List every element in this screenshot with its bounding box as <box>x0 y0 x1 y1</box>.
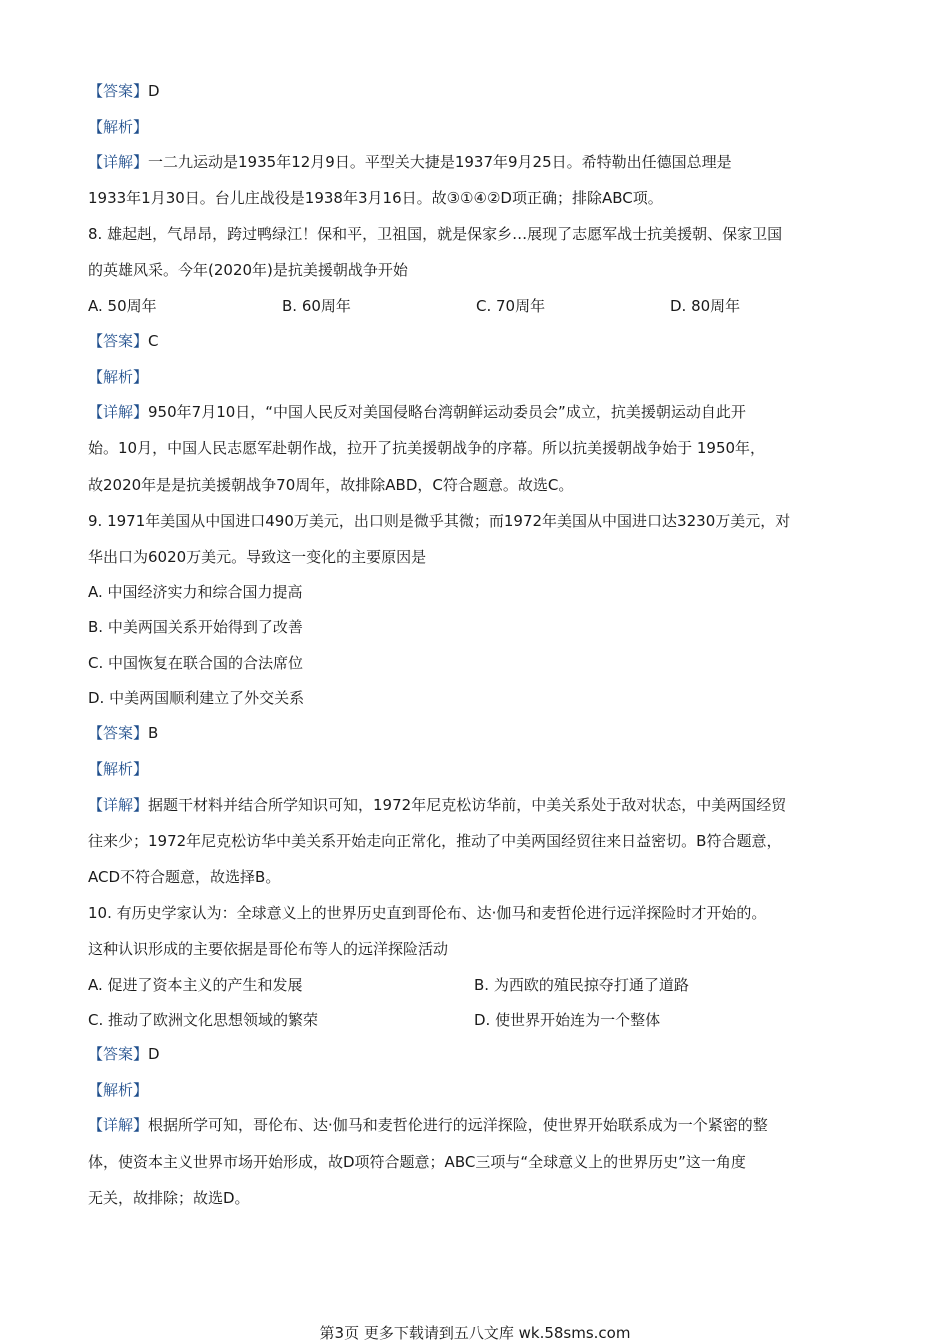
q10-option-a: A. 促进了资本主义的产生和发展 <box>88 976 303 994</box>
q9-option-a: A. 中国经济实力和综合国力提高 <box>88 583 303 601</box>
detail-text: 据题干材料并结合所学知识可知，1972年尼克松访华前，中美关系处于敌对状态，中美两国经贸 <box>148 796 787 814</box>
q7-answer-line <box>88 80 160 102</box>
q9-detail-line-2: 往来少；1972年尼克松访华中美关系开始走向正常化，推动了中美两国经贸往来日益密切。B符合题意， <box>88 832 782 850</box>
q9-option-b: B. 中美两国关系开始得到了改善 <box>88 618 303 636</box>
answer-value: B <box>148 724 159 742</box>
q9-detail-line-3: ACD不符合题意，故选择B。 <box>88 868 281 886</box>
q10-option-c: C. 推动了欧洲文化思想领域的繁荣 <box>88 1011 319 1029</box>
answer-tag: 【答案】 <box>88 724 149 742</box>
q9-stem-line-1: 9. 1971年美国从中国进口490万美元，出口则是微乎其微；而1972年美国从中国进口达3230万美元，对 <box>88 512 791 530</box>
answer-tag: 【答案】 <box>88 332 149 350</box>
q8-option-c: C. 70周年 <box>476 297 546 315</box>
q8-option-a: A. 50周年 <box>88 297 157 315</box>
q8-option-b: B. 60周年 <box>282 297 351 315</box>
q8-detail-line-2: 始。10月，中国人民志愿军赴朝作战，拉开了抗美援朝战争的序幕。所以抗美援朝战争始于 1950年， <box>88 439 766 457</box>
detail-text: 950年7月10日，“中国人民反对美国侵略台湾朝鲜运动委员会”成立，抗美援朝运动自此开 <box>148 403 746 421</box>
q10-options-row-2 <box>88 1009 878 1031</box>
q10-option-d: D. 使世界开始连为一个整体 <box>474 1011 661 1029</box>
detail-tag: 【详解】 <box>88 153 149 171</box>
q8-detail-line-1 <box>88 401 746 423</box>
q9-option-d: D. 中美两国顺利建立了外交关系 <box>88 689 305 707</box>
q8-stem-line-1: 8. 雄起赳，气昂昂，跨过鸭绿江！保和平，卫祖国，就是保家乡…展现了志愿军战士抗美援朝、保家卫国 <box>88 225 783 243</box>
detail-tag: 【详解】 <box>88 1116 149 1134</box>
q8-answer-line <box>88 330 159 352</box>
q9-answer-line <box>88 722 158 744</box>
q7-analysis-tag: 【解析】 <box>88 118 149 136</box>
detail-tag: 【详解】 <box>88 403 149 421</box>
q10-stem-line-2: 这种认识形成的主要依据是哥伦布等人的远洋探险活动 <box>88 940 449 958</box>
q10-stem-line-1: 10. 有历史学家认为：全球意义上的世界历史直到哥伦布、达·伽马和麦哲伦进行远洋探险时才开始的。 <box>88 904 767 922</box>
q7-detail-line-1 <box>88 151 732 173</box>
answer-value: D <box>148 82 160 100</box>
q10-analysis-tag: 【解析】 <box>88 1081 149 1099</box>
detail-text: 一二九运动是1935年12月9日。平型关大捷是1937年9月25日。希特勒出任德国总理是 <box>148 153 732 171</box>
answer-tag: 【答案】 <box>88 82 149 100</box>
q8-options-row <box>88 295 878 317</box>
page-footer: 第3页 更多下载请到五八文库 wk.58sms.com <box>319 1324 631 1342</box>
answer-value: D <box>148 1045 160 1063</box>
q7-detail-line-2: 1933年1月30日。台儿庄战役是1938年3月16日。故③①④②D项正确；排除ABC项。 <box>88 189 663 207</box>
answer-tag: 【答案】 <box>88 1045 149 1063</box>
q10-options-row-1 <box>88 974 878 996</box>
q8-stem-line-2: 的英雄风采。今年(2020年)是抗美援朝战争开始 <box>88 261 408 279</box>
q10-option-b: B. 为西欧的殖民掠夺打通了道路 <box>474 976 689 994</box>
q9-detail-line-1 <box>88 794 786 816</box>
detail-tag: 【详解】 <box>88 796 149 814</box>
q8-analysis-tag: 【解析】 <box>88 368 149 386</box>
q9-stem-line-2: 华出口为6020万美元。导致这一变化的主要原因是 <box>88 548 427 566</box>
q9-analysis-tag: 【解析】 <box>88 760 149 778</box>
q8-option-d: D. 80周年 <box>670 297 741 315</box>
q8-detail-line-3: 故2020年是是抗美援朝战争70周年，故排除ABD，C符合题意。故选C。 <box>88 476 574 494</box>
q9-option-c: C. 中国恢复在联合国的合法席位 <box>88 654 304 672</box>
q10-answer-line <box>88 1043 160 1065</box>
q10-detail-line-1 <box>88 1114 768 1136</box>
q10-detail-line-2: 体，使资本主义世界市场开始形成，故D项符合题意；ABC三项与“全球意义上的世界历史”这一角度 <box>88 1153 746 1171</box>
q10-detail-line-3: 无关，故排除；故选D。 <box>88 1189 250 1207</box>
answer-value: C <box>148 332 159 350</box>
detail-text: 根据所学可知，哥伦布、达·伽马和麦哲伦进行的远洋探险，使世界开始联系成为一个紧密的整 <box>148 1116 768 1134</box>
